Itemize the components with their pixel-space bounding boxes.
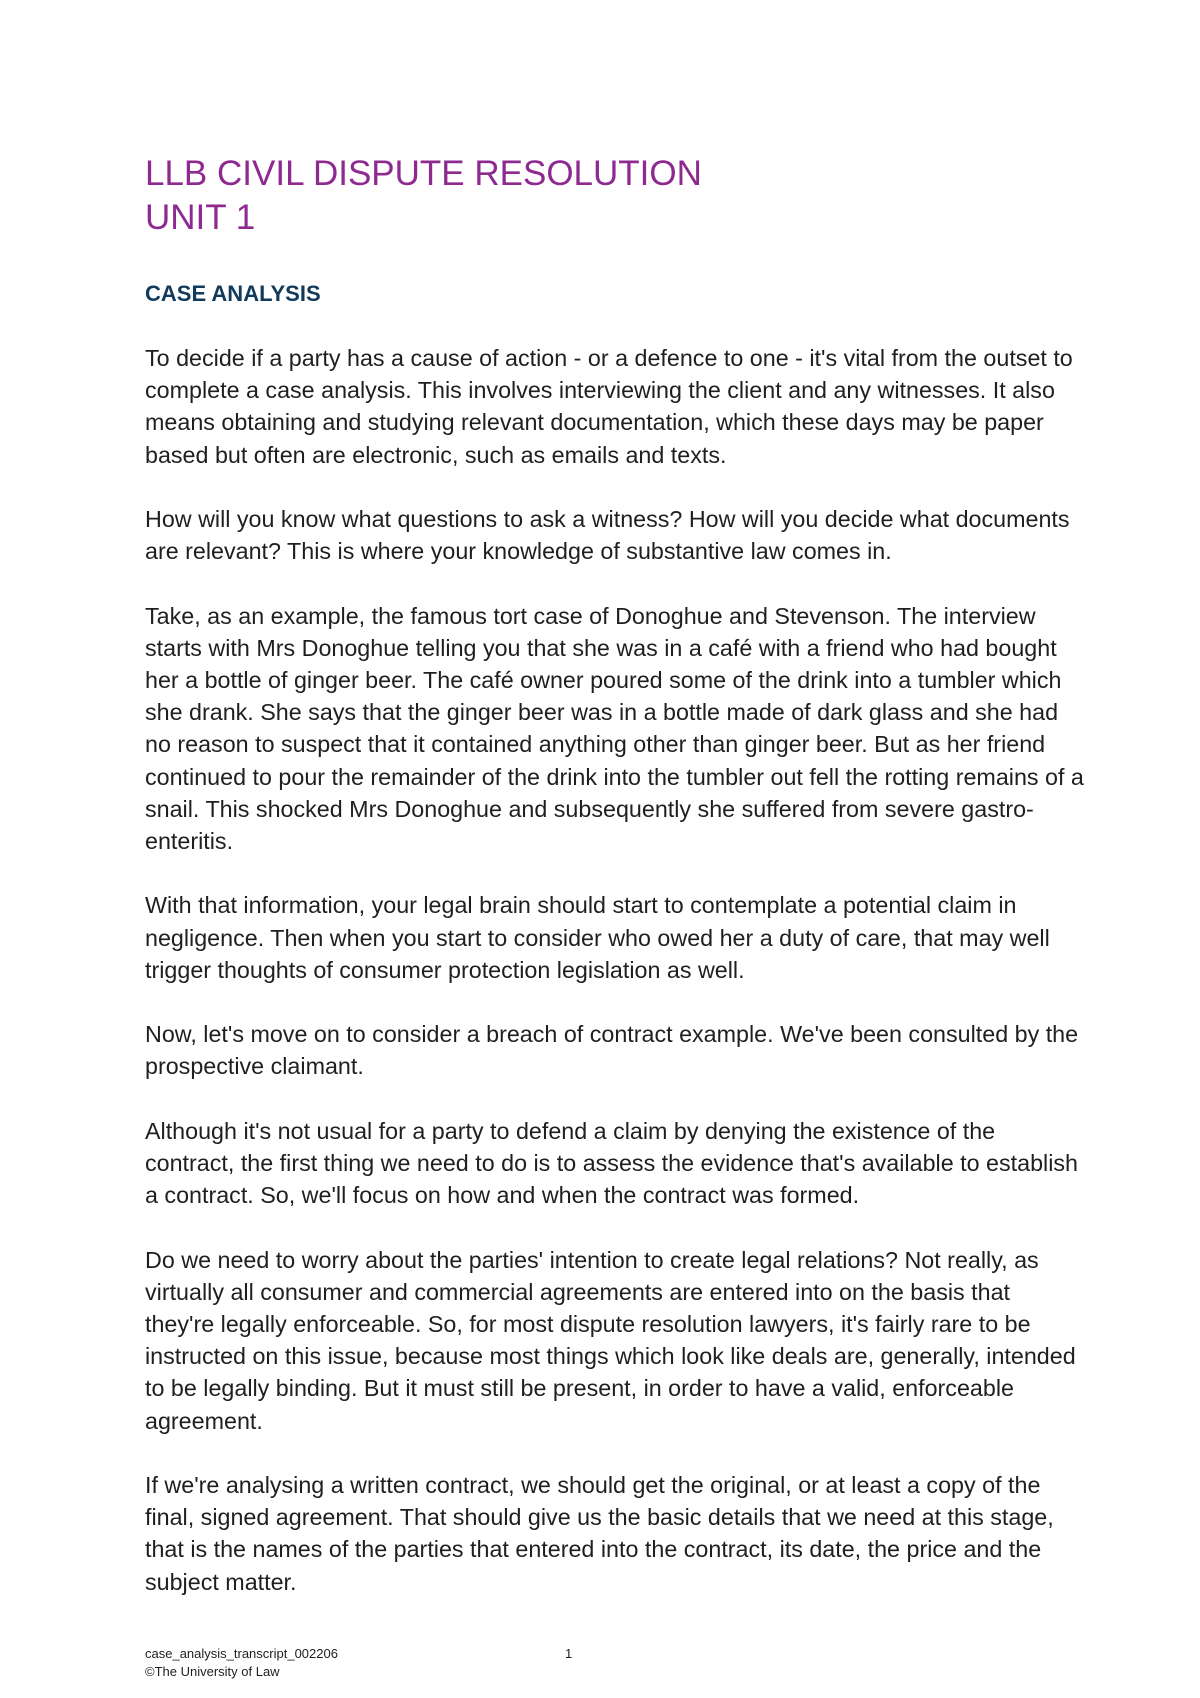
footer-page-number: 1 [565,1646,573,1661]
paragraph: Now, let's move on to consider a breach of contract example. We've been consulted by the prospective claimant. [145,1021,1079,1080]
paragraph: To decide if a party has a cause of action - or a defence to one - it's vital from the outset to complete a case analysis. This involves interviewing the client and any witnesses. It also means obtaining and studying relevant documentation, which these days may be paper based but often are electronic, such as emails and texts. [145,345,1073,468]
footer-copyright: ©The University of Law [145,1664,280,1679]
paragraph: With that information, your legal brain should start to contemplate a potential claim in negligence. Then when you start to consider who owed her a duty of care, that may well trigger thoughts of consumer protection legislation as well. [145,892,1050,983]
title-line-2: UNIT 1 [145,198,256,237]
paragraph: Take, as an example, the famous tort case of Donoghue and Stevenson. The interview starts with Mrs Donoghue telling you that she was in a café with a friend who had bought her a bottle of ginger beer. The café owner poured some of the drink into a tumbler which she drank. She says that the ginger beer was in a bottle made of dark glass and she had no reason to suspect that it contained anything other than ginger beer. But as her friend continued to pour the remainder of the drink into the tumbler out fell the rotting remains of a snail. This shocked Mrs Donoghue and subsequently she suffered from severe gastro-enteritis. [145,602,1084,855]
document-title [145,152,1085,240]
paragraph: If we're analysing a written contract, we should get the original, or at least a copy of the final, signed agreement. That should give us the basic details that we need at this stage, that is the names of the parties that entered into the contract, its date, the price and the subject matter. [145,1472,1054,1595]
document-body [145,152,1085,1598]
paragraph: How will you know what questions to ask a witness? How will you decide what documents are relevant? This is where your knowledge of substantive law comes in. [145,506,1070,565]
paragraph: Do we need to worry about the parties' intention to create legal relations? Not really, as virtually all consumer and commercial agreements are entered into on the basis that they're legally enforceable. So, for most dispute resolution lawyers, it's fairly rare to be instructed on this issue, because most things which look like deals are, generally, intended to be legally binding. But it must still be present, in order to have a valid, enforceable agreement. [145,1246,1076,1434]
paragraph: Although it's not usual for a party to defend a claim by denying the existence of the contract, the first thing we need to do is to assess the evidence that's available to establish a contract. So, we'll focus on how and when the contract was formed. [145,1117,1078,1209]
section-heading: CASE ANALYSIS [145,281,321,306]
page-footer [145,1645,338,1681]
footer-filename: case_analysis_transcript_002206 [145,1646,338,1661]
title-line-1: LLB CIVIL DISPUTE RESOLUTION [145,154,702,193]
